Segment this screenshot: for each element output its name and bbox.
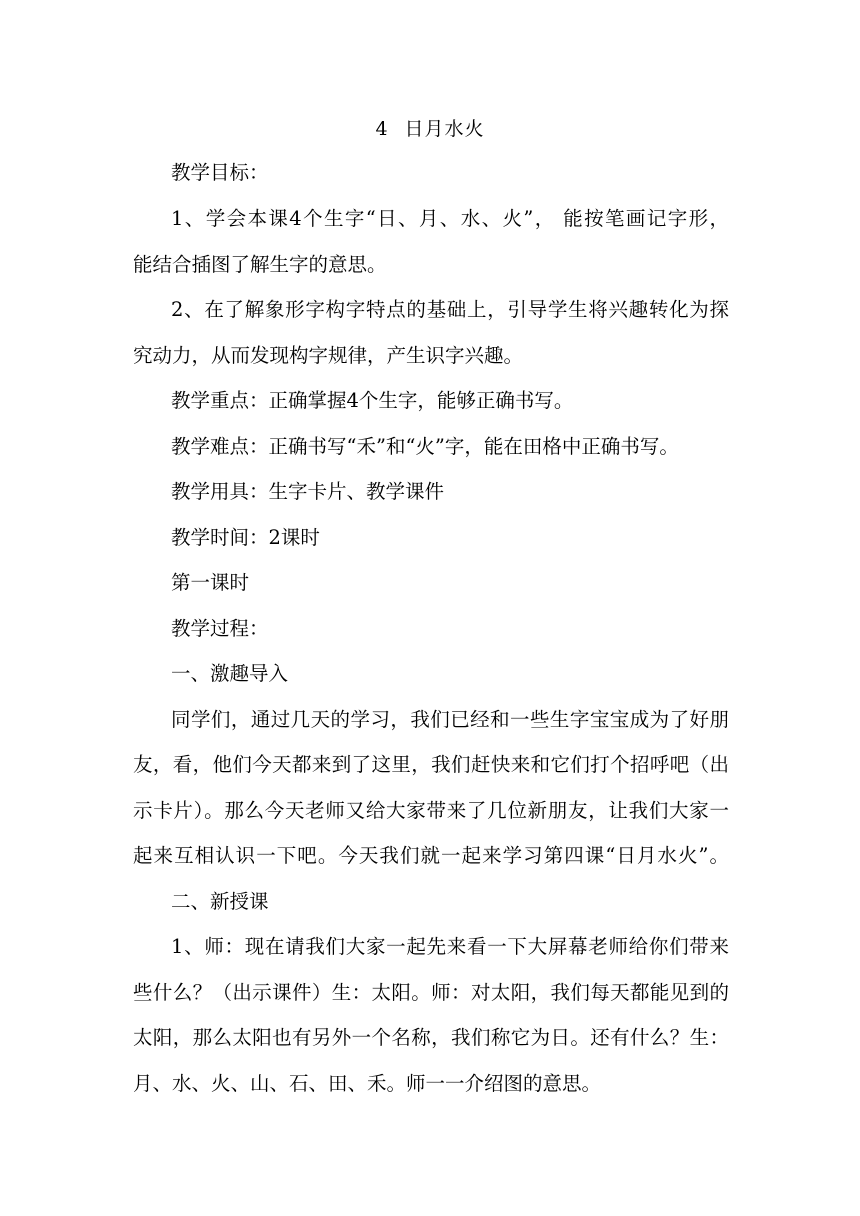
section-1-heading: 一、激趣导入 [171, 662, 289, 685]
teaching-process-heading: 教学过程： [171, 617, 269, 640]
lesson-title [0, 114, 860, 144]
intro-paragraph-line-4: 起来互相认识一下吧。今天我们就一起来学习第四课“日月水火”。 [133, 844, 729, 867]
intro-paragraph-line-1: 同学们，通过几天的学习，我们已经和一些生字宝宝成为了好朋 [171, 708, 729, 731]
goal-2-line-2: 究动力，从而发现构字规律，产生识字兴趣。 [133, 344, 524, 367]
new-lesson-paragraph-line-3: 太阳，那么太阳也有另外一个名称，我们称它为日。还有什么？生： [133, 1026, 729, 1049]
new-lesson-paragraph-line-2: 些什么？（出示课件）生：太阳。师：对太阳，我们每天都能见到的 [133, 981, 729, 1004]
new-lesson-paragraph-line-1: 1、师：现在请我们大家一起先来看一下大屏幕老师给你们带来 [171, 935, 729, 958]
teaching-tools: 教学用具：生字卡片、教学课件 [171, 480, 445, 503]
teaching-time: 教学时间：2课时 [171, 526, 320, 549]
intro-paragraph-line-2: 友，看，他们今天都来到了这里，我们赶快来和它们打个招呼吧（出 [133, 753, 729, 776]
teaching-focus: 教学重点：正确掌握4个生字，能够正确书写。 [171, 389, 574, 412]
lesson-title-text: 日月水火 [404, 118, 485, 140]
goal-1-line-2: 能结合插图了解生字的意思。 [133, 253, 387, 276]
goal-1-line-1: 1、学会本课4个生字“日、月、水、火”， 能按笔画记字形， [171, 207, 729, 230]
first-lesson-heading: 第一课时 [171, 571, 250, 594]
intro-paragraph-line-3: 示卡片）。那么今天老师又给大家带来了几位新朋友，让我们大家一 [133, 799, 729, 822]
teaching-difficulty: 教学难点：正确书写“禾”和“火”字，能在田格中正确书写。 [171, 435, 679, 458]
new-lesson-paragraph-line-4: 月、水、火、山、石、田、禾。师一一介绍图的意思。 [133, 1072, 602, 1095]
heading-teaching-goals: 教学目标： [171, 161, 269, 184]
goal-2-line-1: 2、在了解象形字构字特点的基础上，引导学生将兴趣转化为探 [171, 298, 729, 321]
lesson-number: 4 [375, 118, 389, 140]
section-2-heading: 二、新授课 [171, 890, 269, 913]
